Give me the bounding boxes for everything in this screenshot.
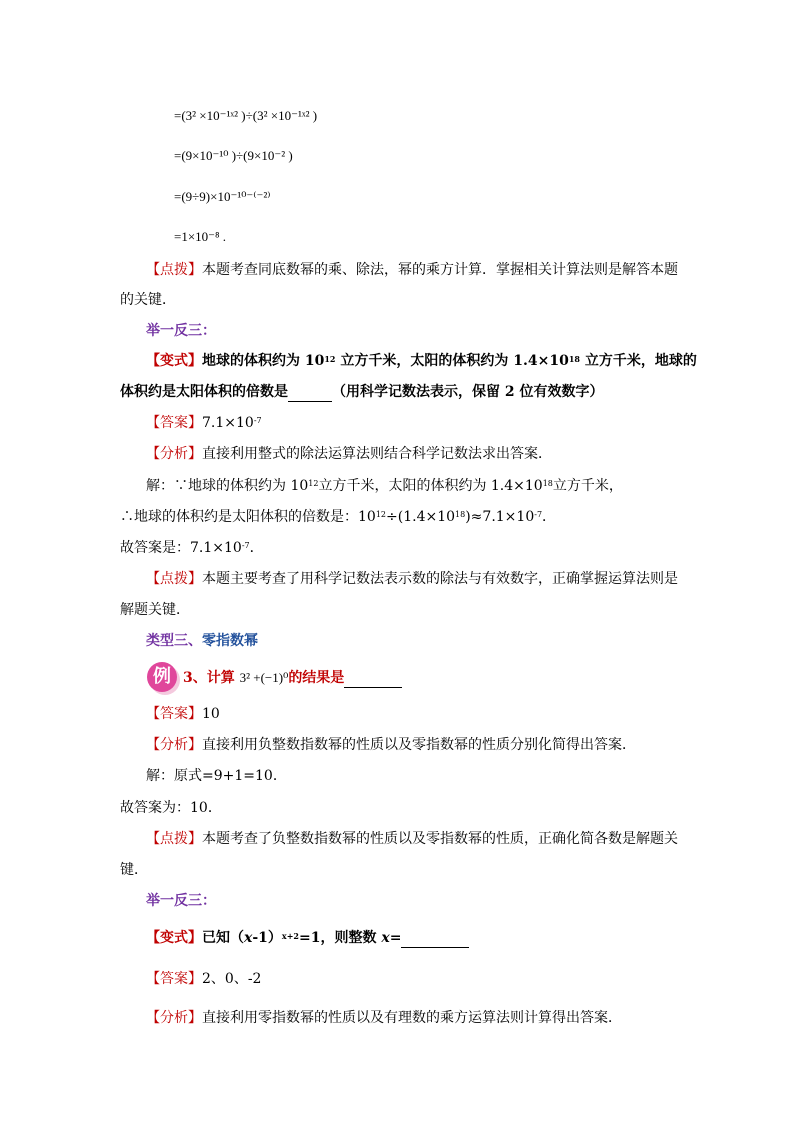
variant-1-line-1: 【变式】地球的体积约为 $10^{12}$ 立方千米，太阳的体积约为 $1.4\times 10^{18}$ 立方千米，地球的 [146,353,697,369]
tip-3-line-2: 键． [120,862,148,878]
analysis-3: 【分析】直接利用负整数指数幂的性质以及零指数幂的性质分别化简得出答案． [146,737,636,753]
juyi-heading-2: 举一反三： [146,893,216,909]
example-badge-icon: 例 [147,662,177,692]
calc-line-1: =(3² ×10⁻¹ˣ² )÷(3² ×10⁻¹ˣ² ) [174,108,318,123]
tip-3-line-1: 【点拨】本题考查了负整数指数幂的性质以及零指数幂的性质，正确化简各数是解题关 [146,831,678,847]
solution-3-line-1: 解：原式=9+1=10． [146,768,287,784]
solution-1-line-3: 故答案是：$7.1\times 10^{-7}$． [120,540,264,556]
tip-1-line-2: 的关键． [120,292,176,308]
answer-blank [344,673,402,688]
type-3-heading: 类型三、零指数幂 [146,633,258,649]
answer-blank [288,387,332,402]
answer-1: 【答案】$7.1\times 10^{-7}$ [146,415,262,431]
solution-3-line-2: 故答案为：10． [120,800,222,816]
calc-line-2: =(9×10⁻¹⁰ )÷(9×10⁻² ) [174,148,293,163]
analysis-4: 【分析】直接利用零指数幂的性质以及有理数的乘方运算法则计算得出答案． [146,1010,622,1026]
variant-2: 【变式】已知$(x-1)^{x+2}=1$，则整数 x= [146,928,469,948]
solution-1-line-2: ∴地球的体积约是太阳体积的倍数是：$10^{12}\div(1.4\times 10^{18})\approx 7.1\times 10^{-7}$． [120,509,557,525]
analysis-1: 【分析】直接利用整式的除法运算法则结合科学记数法求出答案． [146,446,552,462]
solution-1-line-1: 解：∵地球的体积约为 $10^{12}$立方千米，太阳的体积约为 $1.4\times 10^{18}$立方千米， [146,478,623,494]
answer-4: 【答案】2、0、-2 [146,971,262,987]
juyi-heading-1: 举一反三： [146,323,216,339]
variant-1-line-2: 体积约是太阳体积的倍数是 （用科学记数法表示，保留 2 位有效数字） [120,384,604,400]
tip-2-line-1: 【点拨】本题主要考查了用科学记数法表示数的除法与有效数字，正确掌握运算法则是 [146,571,678,587]
tip-2-line-2: 解题关键． [120,602,190,618]
answer-blank [401,933,469,948]
answer-3: 【答案】10 [146,706,220,722]
calc-line-3: =(9÷9)×10⁻¹⁰⁻⁽⁻²⁾ [174,189,271,204]
tip-1-line-1: 【点拨】本题考查同底数幂的乘、除法，幂的乘方计算．掌握相关计算法则是解答本题 [146,262,678,278]
example-3-question: 3、计算 3² +(−1)⁰的结果是 [183,668,402,688]
variant-label: 【变式】 [146,353,202,369]
tip-label: 【点拨】 [146,262,202,278]
calc-line-4: =1×10⁻⁸ . [174,229,227,244]
